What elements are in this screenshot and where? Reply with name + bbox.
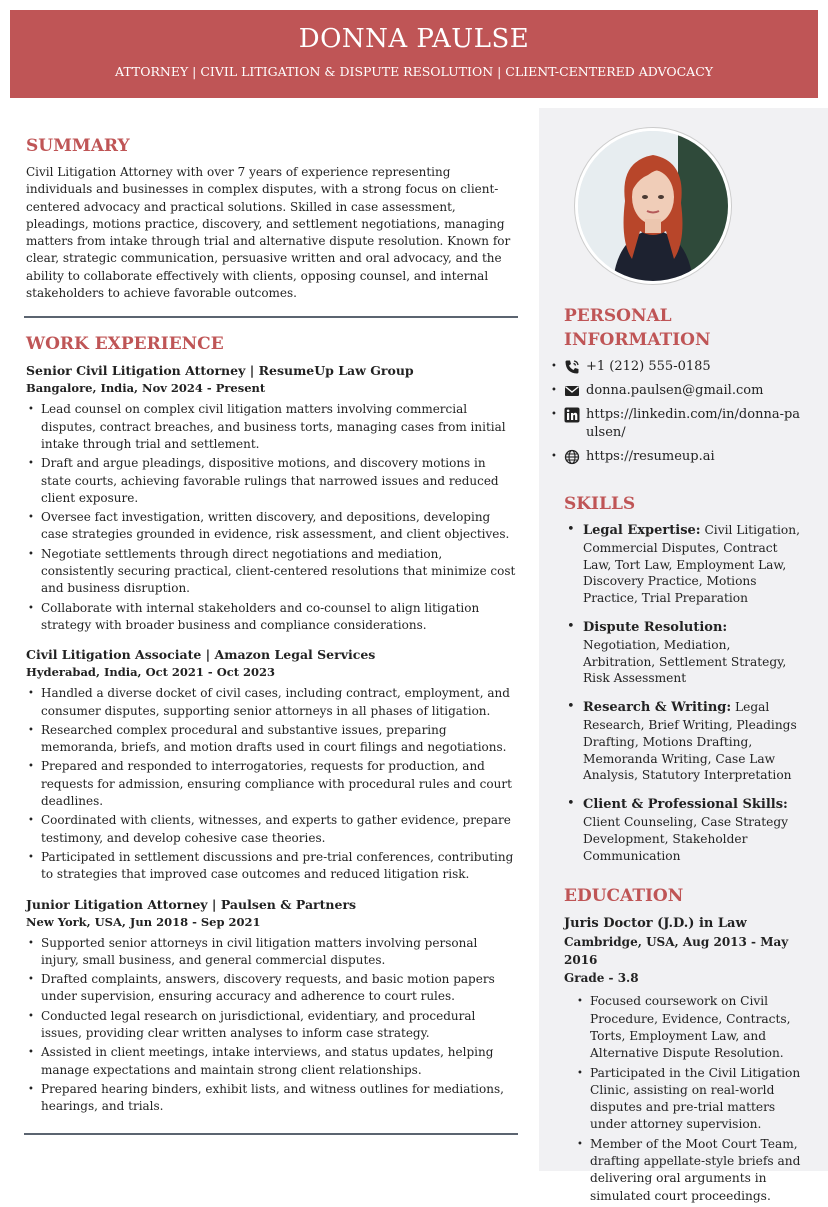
job-bullet: • Researched complex procedural and substantive issues, preparing memoranda, briefs, and motion drafts used in court filings and negotiations. — [41, 722, 516, 757]
skills-heading: SKILLS — [564, 494, 636, 514]
contact-linkedin — [564, 406, 804, 442]
section-divider — [24, 316, 518, 318]
education-location-dates: Cambridge, USA, Aug 2013 - May 2016 — [564, 935, 789, 968]
contact-list — [564, 358, 804, 466]
job-bullet: • Collaborate with internal stakeholders and co-counsel to align litigation strategy with broader business and compliance considerations. — [41, 600, 516, 635]
summary-heading: SUMMARY — [26, 136, 130, 156]
linkedin-url[interactable] — [586, 406, 800, 442]
contact-website — [564, 448, 804, 466]
main-column — [26, 134, 516, 1149]
job-bullet: • Prepared hearing binders, exhibit lists, and witness outlines for mediations, hearings, and trials. — [41, 1081, 516, 1116]
skill-item — [583, 619, 804, 687]
job-entry — [26, 896, 516, 1116]
profile-photo — [575, 128, 731, 284]
skill-label: Research & Writing: — [583, 700, 732, 716]
job-location-dates: Bangalore, India, Nov 2024 - Present — [26, 381, 266, 396]
experience-heading: WORK EXPERIENCE — [26, 334, 224, 355]
skill-label: Dispute Resolution: — [583, 619, 728, 635]
profile-portrait-icon — [578, 131, 728, 281]
job-bullet: • Supported senior attorneys in civil litigation matters involving personal injury, small business, and general commercial disputes. — [41, 935, 516, 970]
skill-item — [583, 522, 804, 607]
personal-info-heading: PERSONAL INFORMATION — [564, 306, 711, 350]
education-bullet: • Participated in the Civil Litigation Clinic, assisting on real-world disputes and pre-trial matters under attorney supervision. — [590, 1065, 804, 1134]
skill-text: Civil Litigation, Commercial Disputes, Contract Law, Tort Law, Employment Law, Discovery Practice, Motions Practice, Trial Preparation — [583, 523, 800, 606]
job-bullet: • Drafted complaints, answers, discovery requests, and basic motion papers under supervision, ensuring accuracy and adherence to court rules. — [41, 971, 516, 1006]
header-banner — [10, 10, 818, 98]
job-bullets — [26, 685, 516, 883]
skills-list — [564, 522, 804, 864]
summary-text: Civil Litigation Attorney with over 7 years of experience representing individuals and businesses in complex disputes, with a strong focus on client-centered advocacy and practical solutions. Skilled in case assessment, pleadings, motions practice, discovery, and settlement negotiations, managing matters from intake through trial and alternative dispute resolution. Known for clear, strategic communication, persuasive written and oral advocacy, and the ability to collaborate effectively with clients, opposing counsel, and internal stakeholders to achieve favorable outcomes. — [26, 165, 511, 301]
candidate-name: DONNA PAULSE — [298, 24, 530, 54]
job-bullet: • Lead counsel on complex civil litigation matters involving commercial disputes, contract breaches, and business torts, managing cases from initial intake through trial and settlement. — [41, 401, 516, 453]
skill-text: Client Counseling, Case Strategy Development, Stakeholder Communication — [583, 814, 789, 863]
job-bullet: • Negotiate settlements through direct negotiations and mediation, consistently securing practical, client-centered resolutions that minimize cost and business disruption. — [41, 546, 516, 598]
education-bullets — [564, 993, 804, 1205]
website-url[interactable]: • https://resumeup.ai — [586, 449, 715, 464]
skill-item — [583, 699, 804, 784]
job-bullet: • Handled a diverse docket of civil cases, including contract, employment, and consumer disputes, supporting senior attorneys in all phases of litigation. — [41, 685, 516, 720]
linkedin-url-line2: ulsen/ — [586, 425, 626, 440]
email-icon — [564, 383, 580, 399]
email-address[interactable]: • donna.paulsen@gmail.com — [586, 383, 764, 398]
section-divider — [24, 1133, 518, 1135]
contact-phone — [564, 358, 804, 376]
job-location-dates: Hyderabad, India, Oct 2021 - Oct 2023 — [26, 665, 276, 680]
job-bullet: • Conducted legal research on jurisdictional, evidentiary, and procedural issues, providing clear written analyses to inform case strategy. — [41, 1008, 516, 1043]
skill-label: Legal Expertise: — [583, 523, 701, 538]
job-title: Senior Civil Litigation Attorney | ResumeUp Law Group — [26, 363, 414, 379]
phone-icon — [564, 359, 580, 375]
job-bullet: • Coordinated with clients, witnesses, and experts to gather evidence, prepare testimony, and develop cohesive case theories. — [41, 812, 516, 847]
degree-title: Juris Doctor (J.D.) in Law — [564, 916, 747, 932]
job-title: Junior Litigation Attorney | Paulsen & Partners — [26, 896, 357, 912]
education-bullet: • Focused coursework on Civil Procedure, Evidence, Contracts, Torts, Employment Law, and Alternative Dispute Resolution. — [590, 993, 804, 1062]
skill-text: Legal Research, Brief Writing, Pleadings Drafting, Motions Drafting, Memoranda Writing, Case Law Analysis, Statutory Interpretation — [583, 700, 797, 783]
job-bullet: • Prepared and responded to interrogatories, requests for production, and requests for admission, ensuring compliance with procedural rules and court deadlines. — [41, 758, 516, 810]
job-bullets — [26, 935, 516, 1116]
job-title: Civil Litigation Associate | Amazon Legal Services — [26, 647, 376, 663]
skill-text: Negotiation, Mediation, Arbitration, Settlement Strategy, Risk Assessment — [583, 637, 787, 686]
phone-number[interactable]: • +1 (212) 555-0185 — [586, 359, 711, 374]
globe-icon — [564, 449, 580, 465]
education-bullet: • Member of the Moot Court Team, drafting appellate-style briefs and delivering oral arguments in simulated court proceedings. — [590, 1136, 804, 1205]
job-entry — [26, 646, 516, 883]
job-location-dates: New York, USA, Jun 2018 - Sep 2021 — [26, 914, 261, 929]
job-bullet: • Participated in settlement discussions and pre-trial conferences, contributing to strategies that improved case outcomes and reduced litigation risk. — [41, 849, 516, 884]
contact-email — [564, 382, 804, 400]
linkedin-icon — [564, 407, 580, 423]
job-bullets — [26, 401, 516, 634]
job-bullet: • Oversee fact investigation, written discovery, and depositions, developing case strategies grounded in evidence, risk assessment, and client objectives. — [41, 509, 516, 544]
skill-item — [583, 796, 804, 864]
job-bullet: • Draft and argue pleadings, dispositive motions, and discovery motions in state courts, achieving favorable rulings that narrowed issues and reduced client exposure. — [41, 455, 516, 507]
candidate-tagline: ATTORNEY | CIVIL LITIGATION & DISPUTE RESOLUTION | CLIENT-CENTERED ADVOCACY — [114, 64, 714, 79]
education-heading: EDUCATION — [564, 886, 684, 907]
sidebar-column — [564, 124, 804, 1207]
skill-label: Client & Professional Skills: — [583, 797, 788, 813]
job-entry — [26, 362, 516, 634]
linkedin-url-line1: https://linkedin.com/in/donna-pa — [586, 407, 801, 422]
education-grade: Grade - 3.8 — [564, 971, 639, 986]
job-bullet: • Assisted in client meetings, intake interviews, and status updates, helping manage expectations and maintain strong client relationships. — [41, 1044, 516, 1079]
